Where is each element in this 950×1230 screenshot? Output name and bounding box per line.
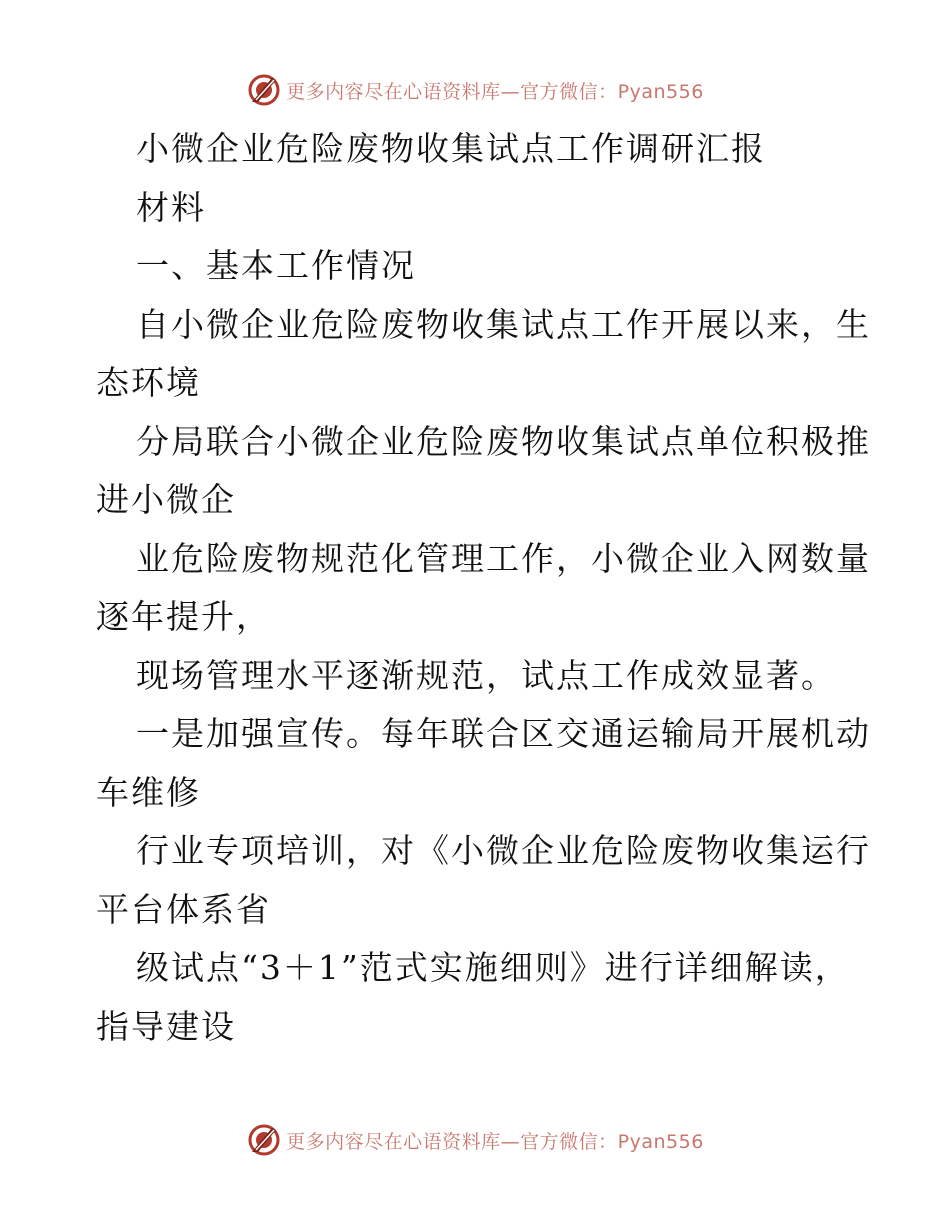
watermark-banner-top bbox=[0, 68, 950, 112]
section-heading: 一、基本工作情况 bbox=[136, 246, 416, 285]
paragraph-line: 态环境 bbox=[96, 363, 201, 402]
paragraph-line: 指导建设 bbox=[96, 1006, 236, 1046]
quill-seal-icon bbox=[246, 72, 282, 108]
document-title: 小微企业危险废物收集试点工作调研汇报 bbox=[136, 129, 766, 168]
watermark-text bbox=[286, 1127, 704, 1154]
paragraph-line: 一是加强宣传。每年联合区交通运输局开展机动 bbox=[136, 714, 871, 753]
watermark-wechat: 官方微信：Pyan556 bbox=[520, 80, 704, 103]
document-body bbox=[96, 120, 871, 1056]
document-title-continued: 材料 bbox=[136, 187, 206, 227]
watermark-dash: — bbox=[500, 80, 521, 103]
watermark-dash: — bbox=[500, 1130, 521, 1153]
paragraph-line: 业危险废物规范化管理工作，小微企业入网数量 bbox=[136, 538, 871, 578]
paragraph-line: 进小微企 bbox=[96, 480, 236, 519]
paragraph-line: 级试点“3＋1”范式实施细则》进行详细解读， bbox=[136, 948, 850, 987]
watermark-text bbox=[286, 77, 704, 104]
paragraph-line: 自小微企业危险废物收集试点工作开展以来，生 bbox=[136, 304, 871, 344]
watermark-brand: 更多内容尽在心语资料库 bbox=[286, 80, 501, 103]
paragraph-line: 分局联合小微企业危险废物收集试点单位积极推 bbox=[136, 421, 871, 461]
paragraph-line: 逐年提升， bbox=[96, 597, 271, 636]
watermark-wechat: 官方微信：Pyan556 bbox=[520, 1130, 704, 1153]
paragraph-line: 平台体系省 bbox=[96, 889, 271, 929]
paragraph-line: 行业专项培训，对《小微企业危险废物收集运行 bbox=[136, 831, 871, 870]
watermark-banner-bottom bbox=[0, 1118, 950, 1162]
paragraph-line: 现场管理水平逐渐规范，试点工作成效显著。 bbox=[136, 655, 836, 695]
quill-seal-icon bbox=[246, 1122, 282, 1158]
paragraph-line: 车维修 bbox=[96, 772, 201, 812]
watermark-brand: 更多内容尽在心语资料库 bbox=[286, 1130, 501, 1153]
